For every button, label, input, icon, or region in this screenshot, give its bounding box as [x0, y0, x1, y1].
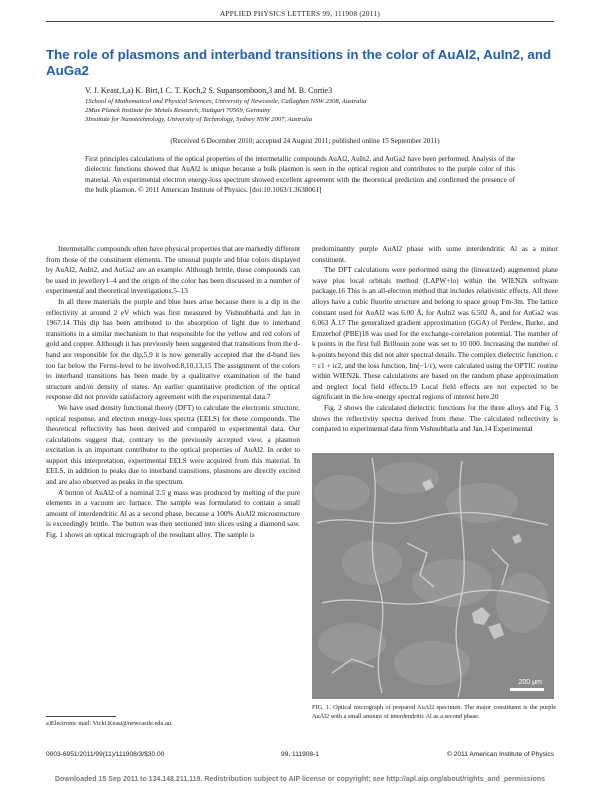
- micrograph-image: [312, 453, 554, 699]
- left-column: [46, 244, 300, 541]
- right-column: [312, 244, 558, 435]
- affiliation-1: 1School of Mathematical and Physical Sciences, University of Newcastle, Callaghan NSW 2308, Australia: [85, 98, 367, 105]
- download-notice: Downloaded 15 Sep 2011 to 134.148.211.119. Redistribution subject to AIP license or copyright; see http://apl.aip.org/about/rights_and_permissions: [54, 776, 546, 783]
- paragraph: The DFT calculations were performed using the (linearized) augmented plane wave plus local orbitals method (LAPW+lo) within the WIEN2k software package.16 This is an all-electron method that includes relativistic effects. All three alloys have a cubic fluorite structure and belong to space group Fm-3m. The lattice constant used for AuAl2 was 6.00 Å, for AuIn2 was 6.502 Å, and for AuGa2 was 6.063 Å.17 The generalized gradient approximation (GGA) of Perdew, Burke, and Ernzerhof (PBE)18 was used for the exchange-correlation potential. The number of k points in the first full Brillouin zone was set to 10 000. Increasing the number of k-points beyond this did not alter spectral details. The complex dielectric function, ε = ε1 + iε2, and the loss function, Im(−1/ε), were calculated using the OPTIC routine within WIEN2k. These calculations are based on the random phase approximation and neglect local field effects.19 Local field effects are not expected to be significant in the low-energy spectral regions of interest here.20: [312, 265, 558, 402]
- footer-issn: 0003-6951/2011/99(11)/111908/3/$30.00: [46, 751, 165, 758]
- abstract: First principles calculations of the optical properties of the intermetallic compounds AuAl2, AuIn2, and AuGa2 have been performed. Analysis of the dielectric functions showed that AuAl2 is unique because a bulk plasmon is seen in the optical region and contributes to the purple color of this material. An experimental electron energy-loss spectrum showed excellent agreement with the theoretical prediction and confirmed the presence of the bulk plasmon. © 2011 American Institute of Physics. [doi:10.1063/1.3638061]: [85, 155, 515, 195]
- paragraph: Intermetallic compounds often have physical properties that are markedly different from those of the constituent elements. The unusual purple and blue colors displayed by AuAl2, AuIn2, and AuGa2 are an example. Although brittle, these compounds can be used in jewellery1–4 and the origin of the color has been discussed in a number of experimental and theoretical investigations.5–13: [46, 244, 300, 296]
- footnote-rule: [46, 716, 116, 717]
- scale-bar: [510, 688, 544, 691]
- paragraph: predominantly purple AuAl2 phase with some interdendritic Al as a minor constituent.: [312, 244, 558, 264]
- footer-page-number: 99, 111908-1: [281, 751, 319, 758]
- paragraph: Fig. 2 shows the calculated dielectric functions for the three alloys and Fig. 3 shows the reflectivity spectra derived from these. The calculated reflectivity is compared to experimental data from Vishnubhatla and Jan.14 Experimental: [312, 402, 558, 434]
- author-list: V. J. Keast,1,a) K. Birt,1 C. T. Koch,2 S. Supansomboon,3 and M. B. Cortie3: [85, 86, 333, 95]
- figure-caption: FIG. 1. Optical micrograph of prepared AuAl2 specimen. The major constituent is the purple AuAl2 with a small amount of interdendritic Al as a second phase.: [312, 704, 556, 720]
- paragraph: A button of AuAl2 of a nominal 2.5 g mass was produced by melting of the pure elements in a vacuum arc furnace. The sample was formulated to contain a small amount of interdendritic Al as a second phase, because a 100% AuAl2 microstructure is exceedingly brittle. The button was then sectioned into slices using a diamond saw. Fig. 1 shows an optical micrograph of the resultant alloy. The sample is: [46, 487, 300, 540]
- footer-copyright: © 2011 American Institute of Physics: [447, 751, 554, 758]
- received-dates: (Received 6 December 2010; accepted 24 August 2011; published online 15 September 2011): [170, 137, 440, 145]
- micrograph-texture: [312, 453, 554, 699]
- affiliation-3: 3Institute for Nanotechnology, University of Technology, Sydney NSW 2007, Australia: [85, 116, 313, 123]
- footnote: a)Electronic mail: Vicki.Keast@newcastle.edu.au.: [46, 720, 173, 727]
- journal-header: APPLIED PHYSICS LETTERS 99, 111908 (2011): [219, 10, 381, 18]
- paragraph: We have used density functional theory (DFT) to calculate the electronic structure, optical response, and electron energy-loss spectra (EELS) for these compounds. The theoretical reflectivity has been derived and compared to experimental data. Our calculations suggest that, contrary to the previously accepted view, a plasmon excitation is an important contributor to the optical properties of AuAl2. In order to support this interpretation, experimental EELS were acquired from this material. In EELS, in addition to peaks due to interband transitions, plasmons are directly excited and are also observed as peaks in the spectrum.: [46, 402, 300, 487]
- scale-bar-label: 200 μm: [518, 679, 542, 686]
- paragraph: In all three materials the purple and blue hues arise because there is a dip in the reflectivity at around 2 eV which was first measured by Vishnubhatla and Jan in 1967.14 This dip has been attributed to the absorption of light due to interband transitions in a similar mechanism to that responsible for the yellow and red colors of gold and copper. Although it has previously been suggested that transitions from the d-band are responsible for the dip,5,9 it is now generally accepted that the d-band lies too far below the Fermi-level to be involved.8,10,13,15 The assignment of the colors to interband transitions has been made by a qualitative examination of the band structure and/or density of states. An earlier quantitative prediction of the optical response did not provide satisfactory agreement with the experimental data.7: [46, 296, 300, 402]
- affiliation-2: 2Max Planck Institute for Metals Research, Stuttgart 70569, Germany: [85, 107, 271, 114]
- header-rule: [46, 21, 554, 22]
- paper-title: The role of plasmons and interband transitions in the color of AuAl2, AuIn2, and AuGa2: [46, 47, 552, 78]
